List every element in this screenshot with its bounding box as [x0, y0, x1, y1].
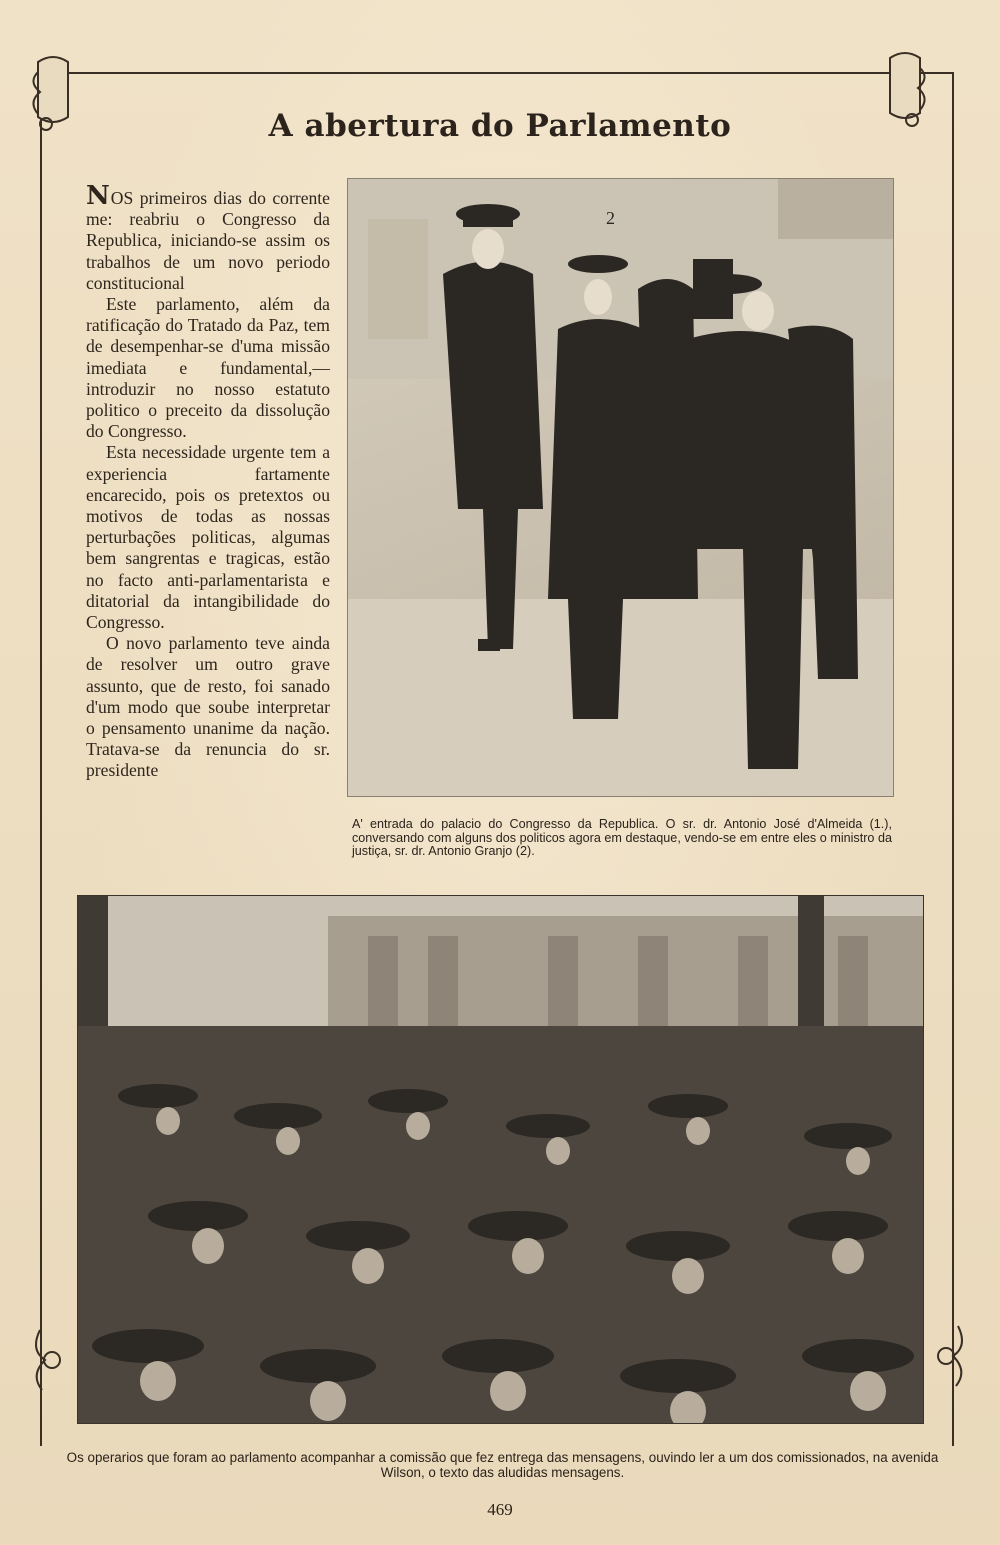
article-title: A abertura do Parlamento — [268, 108, 732, 144]
photo-caption: A' entrada do palacio do Congresso da Republica. O sr. dr. Antonio José d'Almeida (1.), conversando com alguns dos politicos agora em destaque, vendo-se em entre eles o ministro da justiça, sr. dr. Antonio Granjo (2). — [352, 817, 892, 859]
article-body — [86, 181, 330, 782]
article-paragraph: NOS primeiros dias do corrente me: reabriu o Congresso da Republica, iniciando-se assim os trabalhos de um novo periodo constitucional — [86, 181, 330, 293]
article-paragraph: Este parlamento, além da ratificação do Tratado da Paz, tem de desempenhar-se d'uma missão imediata e fundamental,—introduzir no nosso estatuto politico o preceito da dissolução do Congresso. — [86, 294, 330, 442]
photo-crowd — [77, 895, 924, 1424]
page-number: 469 — [487, 1500, 513, 1519]
scroll-ornament-icon — [28, 52, 78, 132]
photo-caption: Os operarios que foram ao parlamento acompanhar a comissão que fez entrega das mensagens, ouvindo ler a um dos comissionados, na avenida Wilson, o texto das aludidas mensagens. — [66, 1450, 939, 1480]
drop-cap: N — [86, 181, 110, 211]
scroll-ornament-icon — [918, 1316, 968, 1396]
scroll-ornament-icon — [880, 48, 930, 128]
photo-politicians — [347, 178, 894, 797]
article-paragraph: O novo parlamento teve ainda de resolver um outro grave assunto, que de resto, foi sanado d'um modo que soube interpretar o pensamento unanime da nação. Tratava-se da renuncia do sr. presidente — [86, 633, 330, 781]
photo-marker-label: 2 — [606, 208, 615, 228]
article-paragraph: Esta necessidade urgente tem a experiencia fartamente encarecido, pois os pretextos ou motivos de todas as nossas perturbações politicas, algumas bem sangrentas e tragicas, estão no facto anti-parlamentarista e ditatorial da intangibilidade do Congresso. — [86, 442, 330, 633]
scroll-ornament-icon — [30, 1320, 80, 1400]
